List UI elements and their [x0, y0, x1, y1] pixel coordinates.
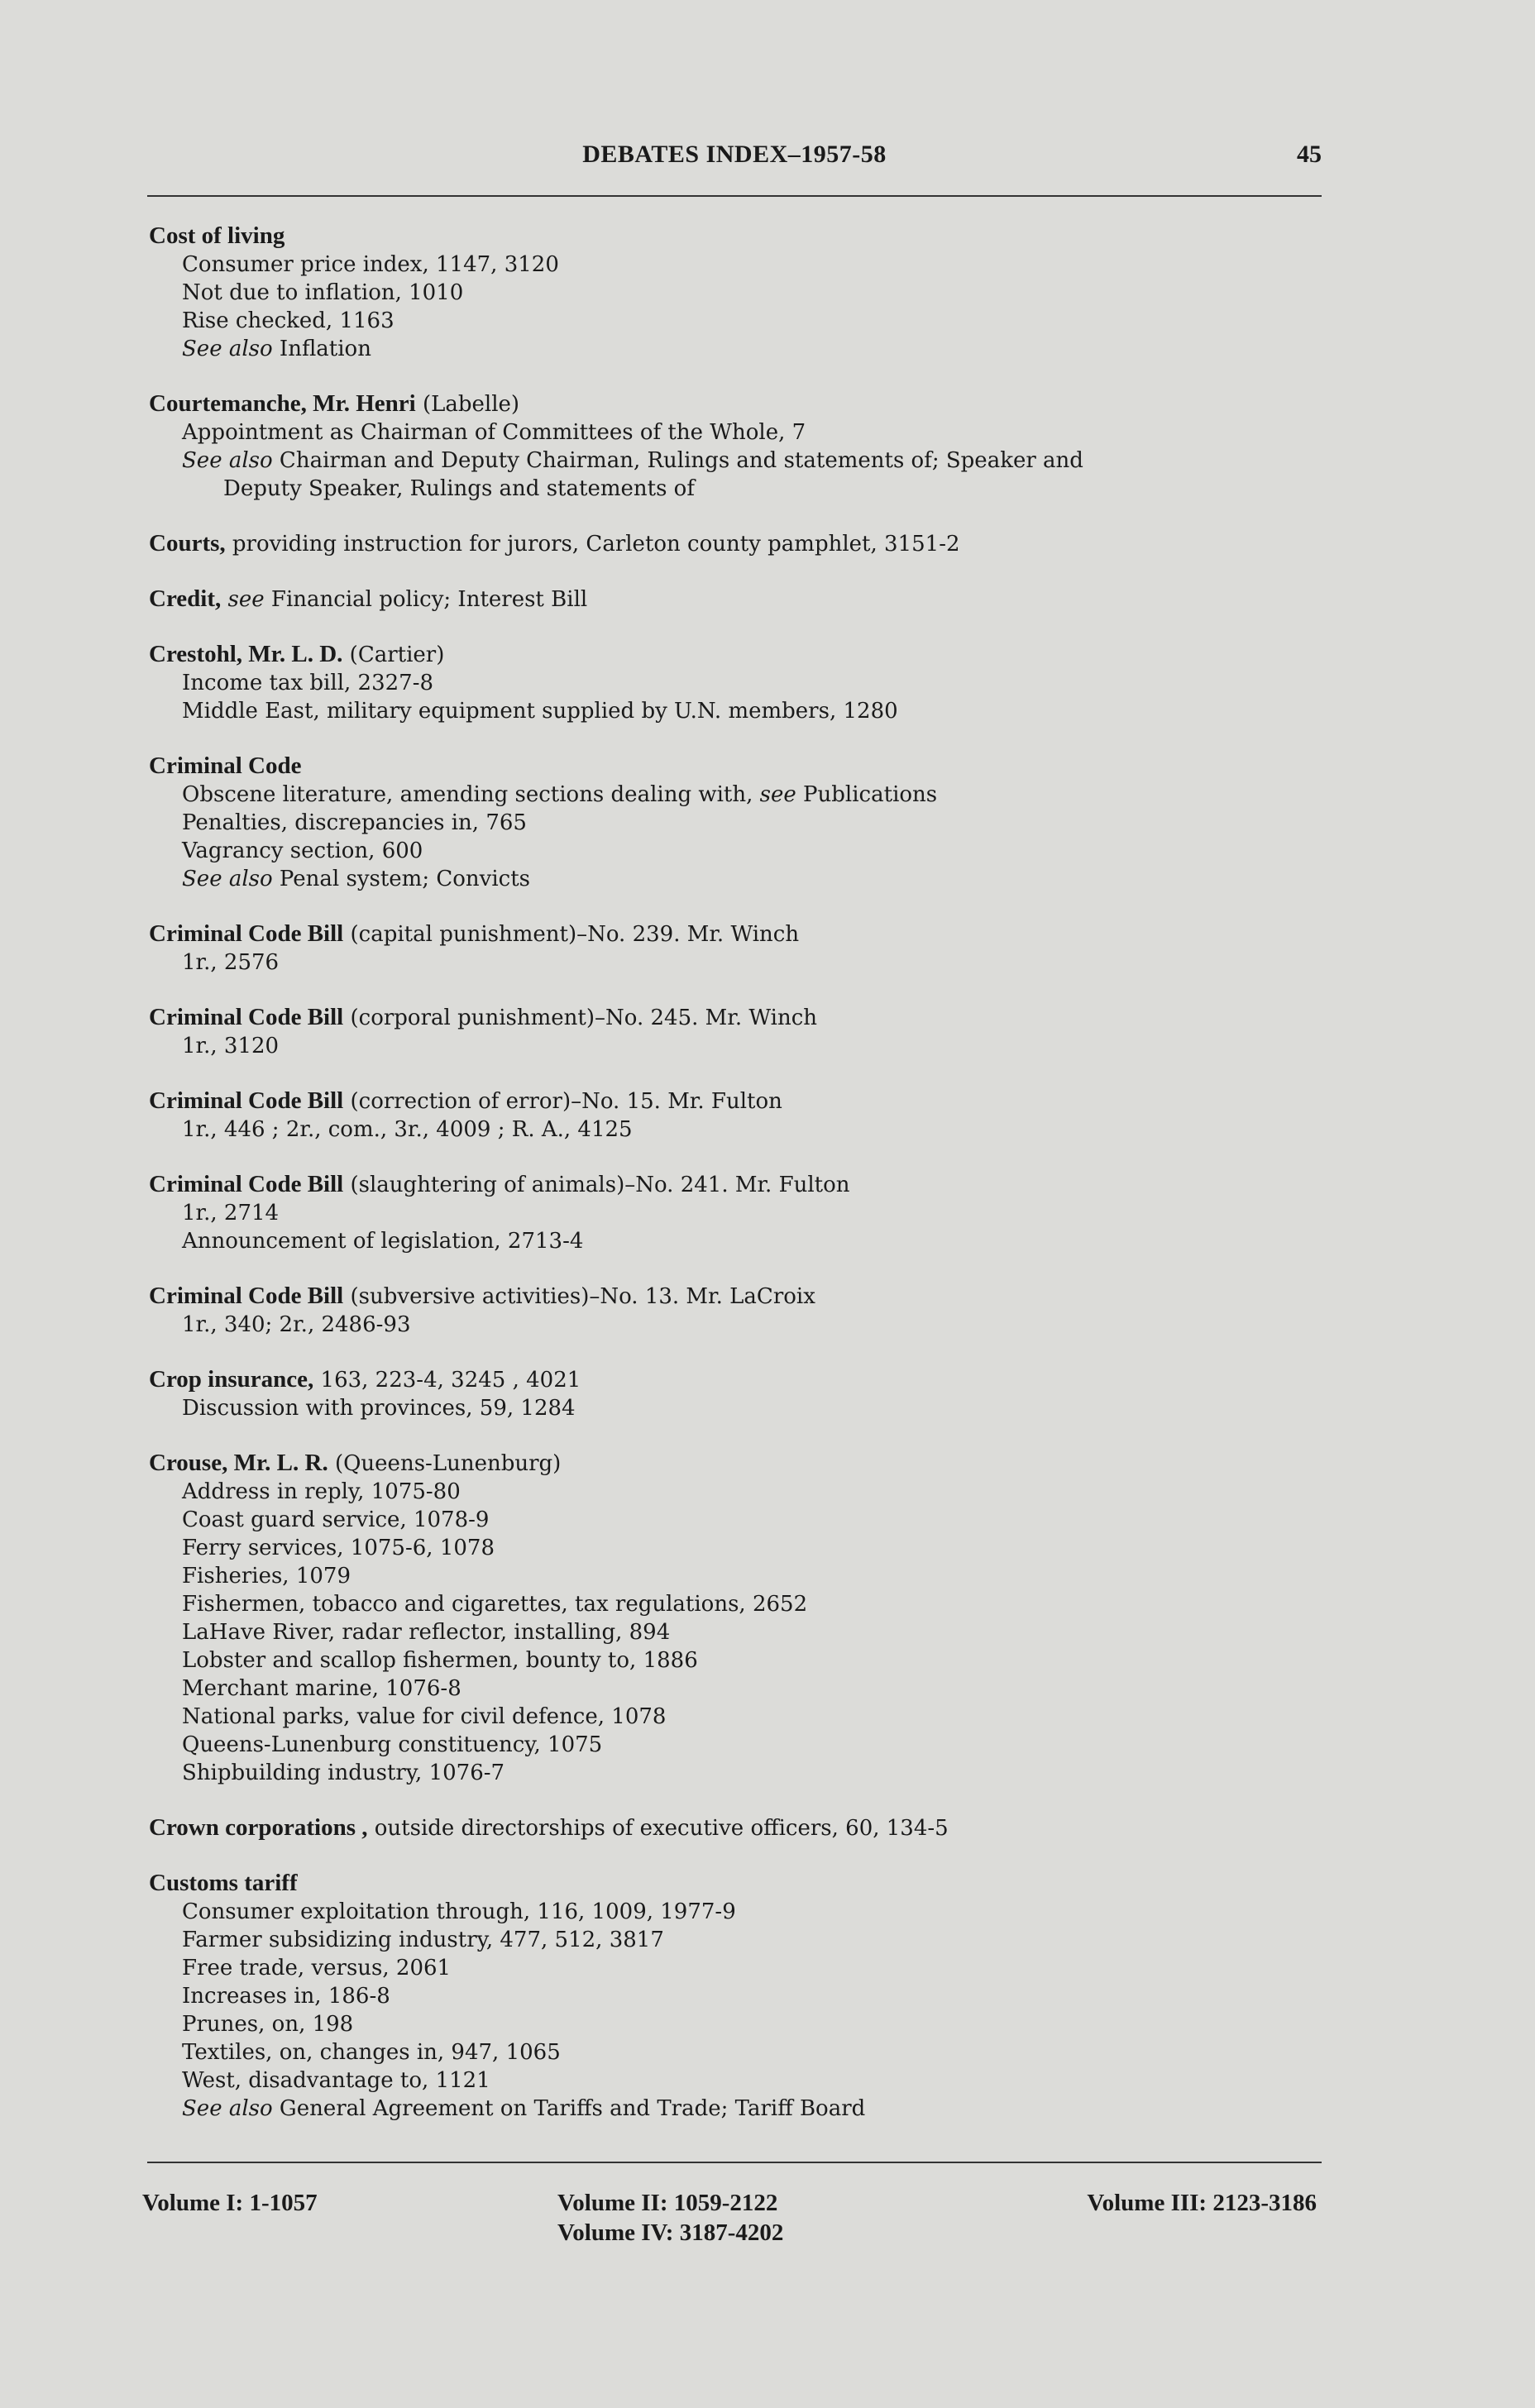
- entry-headword: Credit,: [149, 585, 222, 612]
- sub-entry: [149, 1759, 1323, 1787]
- sub-entry-text: Discussion with provinces, 59, 1284: [182, 1396, 576, 1421]
- entry-detail: (capital punishment)–No. 239. Mr. Winch: [343, 922, 800, 947]
- footer-rule: [147, 2162, 1322, 2163]
- entry-headword: Crestohl, Mr. L. D.: [149, 641, 343, 667]
- see-also: See also: [182, 448, 273, 473]
- entry-heading: [149, 1365, 1323, 1394]
- sub-entry: [149, 1506, 1323, 1534]
- sub-entry: [149, 697, 1323, 725]
- entry-headword: Crown corporations ,: [149, 1814, 368, 1841]
- sub-entry: [149, 2038, 1323, 2066]
- sub-entry-text: Free trade, versus, 2061: [182, 1956, 452, 1980]
- entry-heading: [149, 752, 1323, 781]
- sub-entry-text: Fishermen, tobacco and cigarettes, tax regulations, 2652: [182, 1592, 808, 1617]
- sub-entry-text: Chairman and Deputy Chairman, Rulings and statements of; Speaker and: [272, 448, 1083, 473]
- sub-entry: [149, 251, 1323, 279]
- index-entry: [149, 1003, 1323, 1060]
- sub-entry: [149, 279, 1323, 307]
- sub-entry: [149, 1982, 1323, 2010]
- entry-heading: [149, 529, 1323, 558]
- sub-entry: [149, 1227, 1323, 1255]
- sub-entry-text: LaHave River, radar reflector, installing, 894: [182, 1620, 671, 1645]
- index-entry: [149, 222, 1323, 363]
- index-entry: [149, 1449, 1323, 1787]
- sub-entry: [149, 1618, 1323, 1646]
- page-header: [147, 141, 1322, 182]
- index-entry: [149, 1087, 1323, 1144]
- sub-entry: [149, 1562, 1323, 1590]
- sub-entry-text: Consumer price index, 1147, 3120: [182, 252, 559, 277]
- entry-heading: [149, 1282, 1323, 1311]
- sub-entry-text: Consumer exploitation through, 116, 1009, 1977-9: [182, 1899, 736, 1924]
- entry-heading: [149, 1813, 1323, 1842]
- entry-heading: [149, 1087, 1323, 1116]
- sub-entry: [149, 1954, 1323, 1982]
- sub-entry-text: Lobster and scallop fishermen, bounty to, 1886: [182, 1648, 698, 1673]
- sub-entry: [149, 475, 1323, 503]
- page-number: 45: [1297, 141, 1322, 168]
- sub-entry-text: Announcement of legislation, 2713-4: [182, 1229, 584, 1254]
- see-reference: see: [759, 782, 796, 807]
- sub-entry: [149, 1703, 1323, 1731]
- sub-entry: [149, 1675, 1323, 1703]
- sub-entry-text: Not due to inflation, 1010: [182, 280, 464, 305]
- entry-detail: providing instruction for jurors, Carleton county pamphlet, 3151-2: [225, 532, 960, 557]
- sub-entry-text: 1r., 3120: [182, 1034, 280, 1058]
- sub-entry: [149, 1534, 1323, 1562]
- entry-heading: [149, 389, 1323, 418]
- index-entry: [149, 920, 1323, 977]
- sub-entry-text: 1r., 446 ; 2r., com., 3r., 4009 ; R. A., 4125: [182, 1117, 633, 1142]
- sub-entry-text: National parks, value for civil defence, 1078: [182, 1704, 667, 1729]
- sub-entry: [149, 1394, 1323, 1422]
- sub-entry: [149, 2010, 1323, 2038]
- entry-detail: Financial policy; Interest Bill: [264, 587, 588, 612]
- index-entry: [149, 1170, 1323, 1255]
- header-rule: [147, 195, 1322, 197]
- sub-entry-text: Farmer subsidizing industry, 477, 512, 3817: [182, 1928, 664, 1952]
- sub-entry: [149, 2066, 1323, 2095]
- sub-entry: [149, 948, 1323, 977]
- sub-entry-text: Income tax bill, 2327-8: [182, 671, 434, 695]
- volume-3: Volume III: 2123-3186: [1087, 2190, 1317, 2216]
- entry-detail: (Labelle): [415, 392, 520, 417]
- sub-entry-text: Merchant marine, 1076-8: [182, 1676, 461, 1701]
- sub-entry: [149, 1646, 1323, 1675]
- sub-entry-text: Deputy Speaker, Rulings and statements of: [223, 476, 695, 501]
- sub-entry: [149, 307, 1323, 335]
- sub-entry-text: West, disadvantage to, 1121: [182, 2068, 490, 2093]
- sub-entry-text: Fisheries, 1079: [182, 1564, 351, 1589]
- volume-2: Volume II: 1059-2122: [557, 2190, 778, 2216]
- sub-entry: [149, 2095, 1323, 2123]
- entry-detail: (Cartier): [342, 643, 445, 667]
- index-entries: [149, 222, 1323, 2149]
- entry-see: see: [227, 587, 265, 612]
- sub-entry-text: 1r., 340; 2r., 2486-93: [182, 1312, 411, 1337]
- index-entry: [149, 529, 1323, 558]
- sub-entry: [149, 335, 1323, 363]
- sub-entry-text: Middle East, military equipment supplied by U.N. members, 1280: [182, 699, 898, 724]
- sub-entry-text: Vagrancy section, 600: [182, 838, 423, 863]
- entry-headword: Criminal Code Bill: [149, 920, 344, 947]
- entry-heading: [149, 222, 1323, 251]
- index-entry: [149, 752, 1323, 893]
- sub-entry-text: Coast guard service, 1078-9: [182, 1507, 490, 1532]
- volume-2-4: [557, 2188, 783, 2248]
- sub-entry-text: Prunes, on, 198: [182, 2012, 354, 2037]
- entry-headword: Courts,: [149, 530, 226, 557]
- entry-detail: (corporal punishment)–No. 245. Mr. Winch: [343, 1006, 817, 1030]
- sub-entry: [149, 1311, 1323, 1339]
- entry-detail: (Queens-Lunenburg): [328, 1451, 562, 1476]
- sub-entry-text: Ferry services, 1075-6, 1078: [182, 1536, 495, 1560]
- see-also: See also: [182, 337, 273, 361]
- entry-detail: 163, 223-4, 3245 , 4021: [313, 1368, 581, 1393]
- sub-entry-text: Address in reply, 1075-80: [182, 1479, 461, 1504]
- entry-heading: [149, 920, 1323, 948]
- index-entry: [149, 640, 1323, 725]
- entry-headword: Courtemanche, Mr. Henri: [149, 390, 416, 417]
- volume-1: Volume I: 1-1057: [142, 2190, 318, 2216]
- index-entry: [149, 1282, 1323, 1339]
- entry-heading: [149, 1170, 1323, 1199]
- sub-entry-text: 1r., 2714: [182, 1201, 280, 1226]
- index-entry: [149, 1365, 1323, 1422]
- entry-headword: Customs tariff: [149, 1870, 298, 1896]
- sub-entry: [149, 809, 1323, 837]
- sub-entry: [149, 1032, 1323, 1060]
- volume-4: Volume IV: 3187-4202: [557, 2219, 784, 2246]
- sub-entry-text: Penalties, discrepancies in, 765: [182, 810, 527, 835]
- sub-entry-text: General Agreement on Tariffs and Trade; Tariff Board: [272, 2096, 866, 2121]
- sub-entry: [149, 1590, 1323, 1618]
- sub-entry-text: Penal system; Convicts: [272, 867, 531, 891]
- sub-entry-text: Shipbuilding industry, 1076-7: [182, 1761, 505, 1785]
- sub-entry-text: Rise checked, 1163: [182, 308, 395, 333]
- entry-detail: outside directorships of executive officers, 60, 134-5: [367, 1816, 949, 1841]
- sub-entry-text: Appointment as Chairman of Committees of the Whole, 7: [182, 420, 806, 445]
- sub-entry: [149, 1926, 1323, 1954]
- entry-headword: Cost of living: [149, 222, 285, 249]
- entry-headword: Crop insurance,: [149, 1366, 314, 1393]
- sub-entry: [149, 1898, 1323, 1926]
- index-entry: [149, 389, 1323, 503]
- see-also: See also: [182, 2096, 273, 2121]
- entry-heading: [149, 1003, 1323, 1032]
- sub-entry-text: Increases in, 186-8: [182, 1984, 390, 2009]
- sub-entry-text: 1r., 2576: [182, 950, 280, 975]
- index-entry: [149, 1869, 1323, 2123]
- sub-entry: [149, 669, 1323, 697]
- sub-entry: [149, 1116, 1323, 1144]
- entry-detail: (slaughtering of animals)–No. 241. Mr. Fulton: [343, 1173, 850, 1197]
- index-entry: [149, 1813, 1323, 1842]
- entry-heading: [149, 1449, 1323, 1478]
- see-also: See also: [182, 867, 273, 891]
- sub-entry: [149, 1478, 1323, 1506]
- entry-headword: Criminal Code Bill: [149, 1171, 344, 1197]
- page-title: DEBATES INDEX–1957-58: [582, 141, 887, 168]
- entry-headword: Crouse, Mr. L. R.: [149, 1450, 328, 1476]
- entry-headword: Criminal Code Bill: [149, 1004, 344, 1030]
- entry-heading: [149, 585, 1323, 614]
- entry-heading: [149, 640, 1323, 669]
- sub-entry-text: Obscene literature, amending sections dealing with,: [182, 782, 760, 807]
- sub-entry: [149, 1199, 1323, 1227]
- sub-entry: [149, 837, 1323, 865]
- sub-entry: [149, 1731, 1323, 1759]
- volume-footer: [142, 2188, 1317, 2254]
- sub-entry-text: Inflation: [272, 337, 371, 361]
- entry-detail: (subversive activities)–No. 13. Mr. LaCroix: [343, 1284, 815, 1309]
- sub-entry-text: Textiles, on, changes in, 947, 1065: [182, 2040, 561, 2065]
- entry-headword: Criminal Code Bill: [149, 1283, 344, 1309]
- entry-heading: [149, 1869, 1323, 1898]
- sub-entry: [149, 781, 1323, 809]
- sub-entry: [149, 418, 1323, 447]
- sub-entry: [149, 865, 1323, 893]
- entry-detail: (correction of error)–No. 15. Mr. Fulton: [343, 1089, 782, 1114]
- sub-entry-text: Queens-Lunenburg constituency, 1075: [182, 1732, 603, 1757]
- see-target: Publications: [796, 782, 938, 807]
- index-entry: [149, 585, 1323, 614]
- entry-headword: Criminal Code Bill: [149, 1087, 344, 1114]
- sub-entry: [149, 447, 1323, 475]
- entry-headword: Criminal Code: [149, 752, 302, 779]
